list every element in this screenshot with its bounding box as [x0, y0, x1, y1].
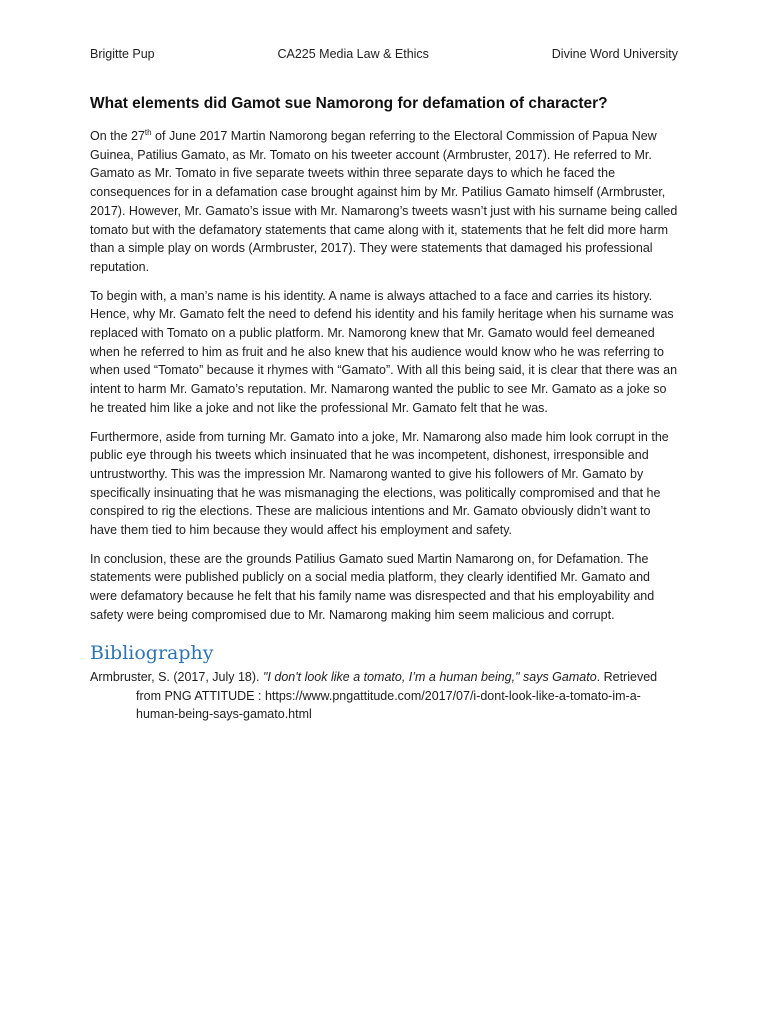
ref-title: "I don't look like a tomato, I’m a human being," says Gamato [263, 670, 597, 684]
p1-superscript: th [144, 128, 152, 137]
paragraph-2: To begin with, a man’s name is his identity. A name is always attached to a face and carries its history. Hence, why Mr. Gamato felt the need to defend his identity and his family heritage when his surname was replaced with Tomato on a public platform. Mr. Namorong knew that Mr. Gamato would feel demeaned when he referred to him as fruit and he also knew that his audience would know who he was referring to when used “Tomato” because it rhymes with “Gamato”. With all this being said, it is clear that there was an intent to harm Mr. Gamato’s reputation. Mr. Namarong wanted the public to see Mr. Gamato as a joke so he treated him like a joke and not like the professional Mr. Gamato felt that he was. [90, 288, 678, 415]
ref-author-date: Armbruster, S. (2017, July 18). [90, 670, 263, 684]
header-institution: Divine Word University [551, 47, 678, 61]
ref-retrieved: . Retrieved from PNG ATTITUDE : [136, 670, 658, 703]
page-header [90, 47, 678, 61]
p1-start: On the 27 [90, 129, 145, 143]
paragraph-1 [90, 127, 678, 277]
bibliography-heading: Bibliography [90, 642, 214, 664]
document-body [90, 127, 678, 635]
header-course: CA225 Media Law & Ethics [277, 47, 429, 61]
ref-url-link[interactable]: https://www.pngattitude.com/2017/07/i-dont-look-like-a-tomato-im-a-human-being-says-gamato.html [136, 688, 641, 722]
paragraph-3: Furthermore, aside from turning Mr. Gamato into a joke, Mr. Namarong also made him look corrupt in the public eye through his tweets which insinuated that he was incompetent, dishonest, irresponsible and untrustworthy. This was the impression Mr. Namarong wanted to give his followers of Mr. Gamato by specifically insinuating that he was mismanaging the elections, was politically compromised and that he conspired to rig the elections. These are malicious intentions and Mr. Gamato obviously didn’t want to have them tied to him because they would affect his employment and safety. [90, 429, 669, 538]
p1-rest: of June 2017 Martin Namorong began referring to the Electoral Commission of Papua New Guinea, Patilius Gamato, as Mr. Tomato on his tweeter account (Armbruster, 2017). He referred to Mr. Gamato as Mr. Tomato in five separate tweets within three separate days to which he faced the consequences for in a defamation case brought against him by Mr. Patilius Gamato himself (Armbruster, 2017). However, Mr. Gamato’s issue with Mr. Namarong’s tweets wasn’t just with his surname being called tomato but with the defamatory statements that came along with it, statements that he felt did more harm than a simple play on words (Armbruster, 2017). They were statements that damaged his professional reputation. [90, 129, 678, 274]
document-title: What elements did Gamot sue Namorong for defamation of character? [90, 95, 608, 112]
paragraph-4: In conclusion, these are the grounds Patilius Gamato sued Martin Namarong on, for Defamation. The statements were published publicly on a social media platform, they clearly identified Mr. Gamato and were defamatory because he felt that his family name was disrespected and that his employability and safety were being compromised due to Mr. Namarong making him seem malicious and corrupt. [90, 551, 655, 622]
header-author: Brigitte Pup [90, 47, 155, 61]
bibliography-entry [90, 668, 678, 724]
